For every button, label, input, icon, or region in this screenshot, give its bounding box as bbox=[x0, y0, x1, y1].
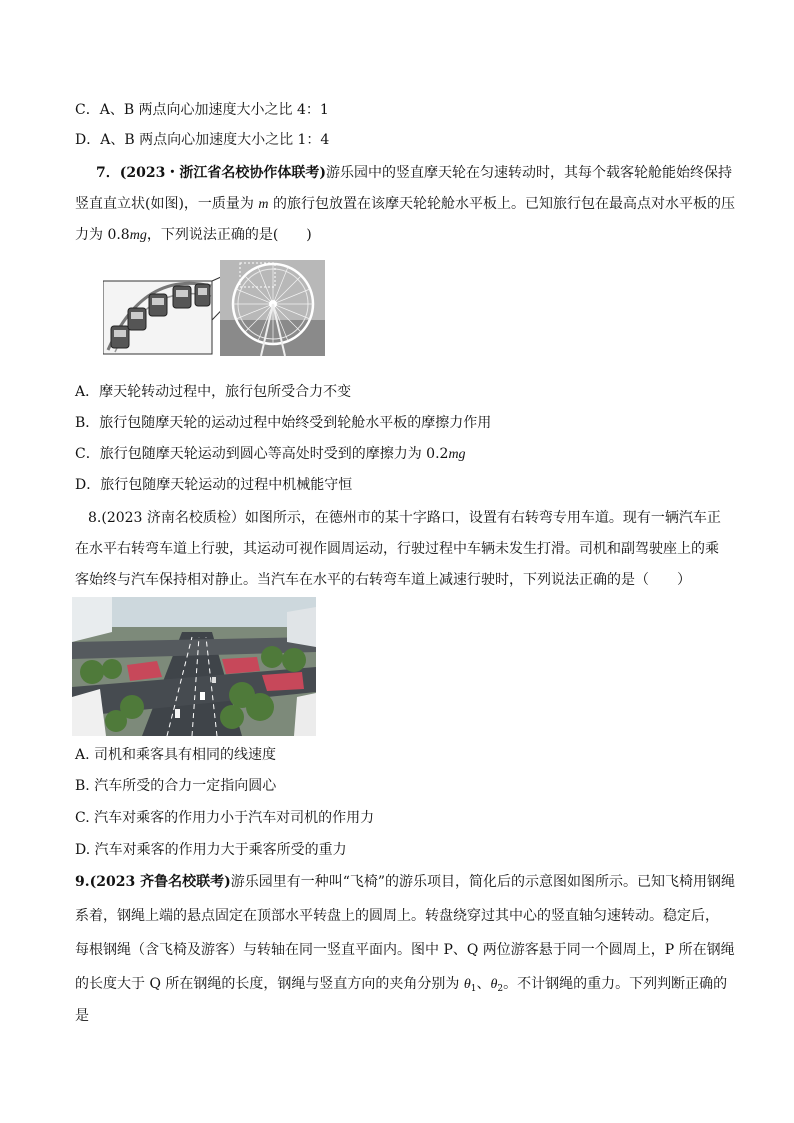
q8-option-d: D. 汽车对乘客的作用力大于乘客所受的重力 bbox=[75, 842, 347, 858]
q6-option-d: D．A、B 两点向心加速度大小之比 1：4 bbox=[75, 132, 330, 148]
q7-option-c bbox=[75, 444, 466, 465]
q7-mg-symbol: mg bbox=[129, 228, 147, 243]
q7-mass-symbol: m bbox=[258, 197, 269, 212]
q9-line-1 bbox=[75, 872, 735, 892]
q8-option-b: B. 汽车所受的合力一定指向圆心 bbox=[75, 778, 277, 794]
q9-separator: 、 bbox=[476, 976, 491, 992]
q9-source: 9.(2023 齐鲁名校联考) bbox=[75, 874, 231, 890]
theta-1-subscript: 1 bbox=[470, 984, 477, 994]
theta-2-symbol: θ bbox=[490, 977, 498, 992]
q8-line-2: 在水平右转弯车道上行驶，其运动可视作圆周运动，行驶过程中车辆未发生打滑。司机和副驾驶座上的乘 bbox=[75, 541, 719, 557]
q9-line-2: 系着，钢绳上端的悬点固定在顶部水平转盘上的圆周上。转盘绕穿过其中心的竖直轴匀速转动。稳定后， bbox=[75, 908, 719, 924]
q7-option-d: D．旅行包随摩天轮运动的过程中机械能守恒 bbox=[75, 477, 353, 493]
q8-option-a: A. 司机和乘客具有相同的线速度 bbox=[75, 747, 277, 763]
q7-line-2 bbox=[75, 194, 735, 215]
q8-option-c: C. 汽车对乘客的作用力小于汽车对司机的作用力 bbox=[75, 810, 375, 826]
q7-option-a: A．摩天轮转动过程中，旅行包所受合力不变 bbox=[75, 384, 352, 400]
q7-option-b: B．旅行包随摩天轮的运动过程中始终受到轮舱水平板的摩擦力作用 bbox=[75, 415, 492, 431]
q7-line-1 bbox=[96, 163, 732, 183]
q9-line-5: 是 bbox=[75, 1008, 89, 1024]
q6-option-c: C．A、B 两点向心加速度大小之比 4：1 bbox=[75, 102, 329, 118]
q7-line-3 bbox=[75, 225, 312, 246]
q7-number: 7． bbox=[96, 165, 120, 181]
intersection-figure bbox=[72, 597, 316, 736]
q7-text-3b: ，下列说法正确的是( ) bbox=[146, 227, 312, 243]
ferris-wheel-figure bbox=[103, 260, 325, 356]
car-3 bbox=[212, 677, 216, 683]
car-1 bbox=[200, 692, 205, 700]
q9-text-4b: 。不计钢绳的重力。下列判断正确的 bbox=[503, 976, 728, 992]
q9-text-1: 游乐园里有一种叫“飞椅”的游乐项目，简化后的示意图如图所示。已知飞椅用钢绳 bbox=[230, 874, 736, 890]
q8-line-3: 客始终与汽车保持相对静止。当汽车在水平的右转弯车道上减速行驶时，下列说法正确的是（ ） bbox=[75, 572, 691, 588]
q7-option-c-mg: mg bbox=[448, 447, 466, 462]
q7-option-c-text: C．旅行包随摩天轮运动到圆心等高处时受到的摩擦力为 0.2 bbox=[75, 446, 449, 462]
q7-source: (2023・浙江省名校协作体联考) bbox=[119, 165, 326, 181]
q8-line-1: 8.(2023 济南名校质检）如图所示，在德州市的某十字路口，设置有右转弯专用车道。现有一辆汽车正 bbox=[88, 510, 721, 526]
q7-text-2b: 的旅行包放置在该摩天轮轮舱水平板上。已知旅行包在最高点对水平板的压 bbox=[268, 196, 735, 212]
car-2 bbox=[175, 709, 180, 718]
theta-2-subscript: 2 bbox=[497, 984, 504, 994]
q7-text-2a: 竖直直立状(如图)，一质量为 bbox=[75, 196, 259, 212]
q7-text-1: 游乐园中的竖直摩天轮在匀速转动时，其每个载客轮舱能始终保持 bbox=[325, 165, 732, 181]
building-right bbox=[287, 607, 316, 647]
q9-text-4a: 的长度大于 Q 所在钢绳的长度，钢绳与竖直方向的夹角分别为 bbox=[75, 976, 464, 992]
q7-text-3a: 力为 0.8 bbox=[75, 227, 130, 243]
theta-1-symbol: θ bbox=[463, 977, 471, 992]
q9-line-4 bbox=[75, 974, 727, 999]
q9-line-3: 每根钢绳（含飞椅及游客）与转轴在同一竖直平面内。图中 P、Q 两位游客悬于同一个圆周上，P 所在钢绳 bbox=[75, 942, 735, 958]
